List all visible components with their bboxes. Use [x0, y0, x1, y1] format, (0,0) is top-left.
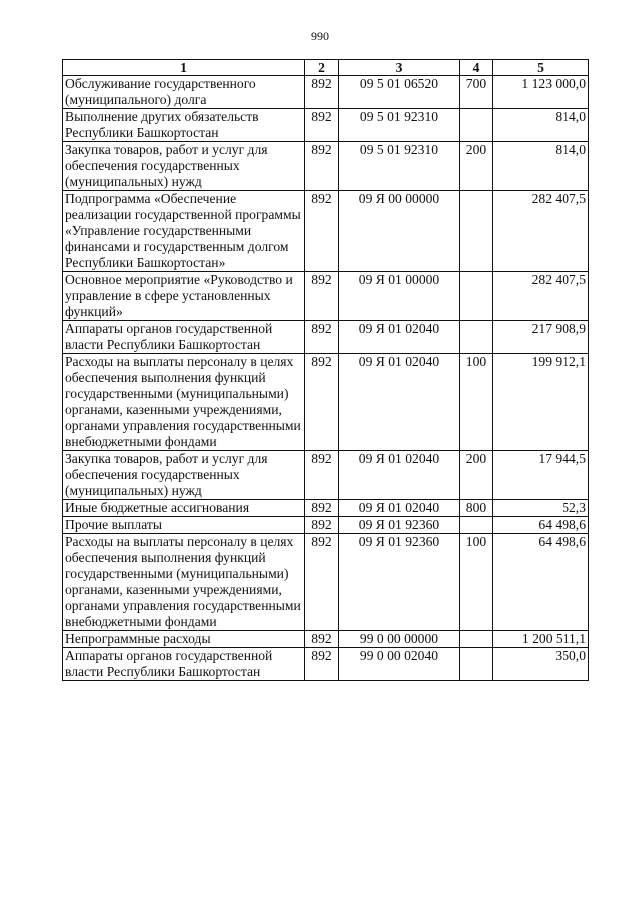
row-expense-type — [460, 517, 493, 534]
row-ministry-code: 892 — [305, 648, 339, 681]
row-target-article: 09 Я 01 02040 — [339, 451, 460, 500]
table-row — [63, 631, 589, 648]
row-target-article: 99 0 00 00000 — [339, 631, 460, 648]
page-number: 990 — [311, 29, 329, 43]
table-row — [63, 648, 589, 681]
row-name: Непрограммные расходы — [63, 631, 305, 648]
row-name: Подпрограмма «Обеспечение реализации государственной программы «Управление государственными финансами и государственным долгом Республики Башкортостан» — [63, 191, 305, 272]
row-ministry-code: 892 — [305, 272, 339, 321]
row-amount: 64 498,6 — [493, 534, 589, 631]
row-expense-type: 800 — [460, 500, 493, 517]
row-name: Аппараты органов государственной власти Республики Башкортостан — [63, 321, 305, 354]
row-amount: 17 944,5 — [493, 451, 589, 500]
row-name: Прочие выплаты — [63, 517, 305, 534]
row-name: Расходы на выплаты персоналу в целях обеспечения выполнения функций государственными (муниципальными) органами, казенными учреждениями, органами управления государственными внебюджетными фондами — [63, 534, 305, 631]
row-name: Аппараты органов государственной власти Республики Башкортостан — [63, 648, 305, 681]
row-name: Обслуживание государственного (муниципального) долга — [63, 76, 305, 109]
row-amount: 814,0 — [493, 142, 589, 191]
column-header-4: 4 — [460, 60, 493, 76]
row-expense-type: 200 — [460, 451, 493, 500]
row-amount: 199 912,1 — [493, 354, 589, 451]
row-amount: 282 407,5 — [493, 191, 589, 272]
row-ministry-code: 892 — [305, 354, 339, 451]
row-amount: 64 498,6 — [493, 517, 589, 534]
row-expense-type — [460, 648, 493, 681]
row-amount: 1 123 000,0 — [493, 76, 589, 109]
row-expense-type: 100 — [460, 354, 493, 451]
row-ministry-code: 892 — [305, 191, 339, 272]
table-row — [63, 272, 589, 321]
row-target-article: 09 Я 01 02040 — [339, 354, 460, 451]
column-header-5: 5 — [493, 60, 589, 76]
row-name: Основное мероприятие «Руководство и управление в сфере установленных функций» — [63, 272, 305, 321]
table-row — [63, 451, 589, 500]
table-row — [63, 517, 589, 534]
row-target-article: 09 Я 01 92360 — [339, 534, 460, 631]
row-expense-type: 700 — [460, 76, 493, 109]
table-row — [63, 191, 589, 272]
row-expense-type — [460, 631, 493, 648]
row-target-article: 09 Я 00 00000 — [339, 191, 460, 272]
row-ministry-code: 892 — [305, 451, 339, 500]
row-amount: 1 200 511,1 — [493, 631, 589, 648]
table-header-row — [63, 60, 589, 76]
table-row — [63, 500, 589, 517]
row-target-article: 09 5 01 06520 — [339, 76, 460, 109]
row-expense-type — [460, 321, 493, 354]
row-ministry-code: 892 — [305, 517, 339, 534]
row-name: Расходы на выплаты персоналу в целях обеспечения выполнения функций государственными (муниципальными) органами, казенными учреждениями, органами управления государственными внебюджетными фондами — [63, 354, 305, 451]
table-row — [63, 76, 589, 109]
column-header-2: 2 — [305, 60, 339, 76]
row-amount: 52,3 — [493, 500, 589, 517]
row-target-article: 09 Я 01 92360 — [339, 517, 460, 534]
table-row — [63, 109, 589, 142]
row-ministry-code: 892 — [305, 500, 339, 517]
table-row — [63, 354, 589, 451]
row-target-article: 99 0 00 02040 — [339, 648, 460, 681]
row-amount: 282 407,5 — [493, 272, 589, 321]
row-ministry-code: 892 — [305, 142, 339, 191]
row-target-article: 09 5 01 92310 — [339, 142, 460, 191]
row-ministry-code: 892 — [305, 631, 339, 648]
row-target-article: 09 Я 01 00000 — [339, 272, 460, 321]
table-row — [63, 321, 589, 354]
row-ministry-code: 892 — [305, 109, 339, 142]
row-name: Закупка товаров, работ и услуг для обеспечения государственных (муниципальных) нужд — [63, 142, 305, 191]
row-ministry-code: 892 — [305, 76, 339, 109]
row-ministry-code: 892 — [305, 534, 339, 631]
row-expense-type: 100 — [460, 534, 493, 631]
table-row — [63, 142, 589, 191]
budget-table — [62, 59, 589, 681]
row-amount: 217 908,9 — [493, 321, 589, 354]
row-target-article: 09 Я 01 02040 — [339, 500, 460, 517]
row-expense-type: 200 — [460, 142, 493, 191]
row-ministry-code: 892 — [305, 321, 339, 354]
row-expense-type — [460, 191, 493, 272]
row-target-article: 09 5 01 92310 — [339, 109, 460, 142]
row-name: Закупка товаров, работ и услуг для обеспечения государственных (муниципальных) нужд — [63, 451, 305, 500]
row-name: Выполнение других обязательств Республики Башкортостан — [63, 109, 305, 142]
row-target-article: 09 Я 01 02040 — [339, 321, 460, 354]
row-amount: 350,0 — [493, 648, 589, 681]
row-expense-type — [460, 109, 493, 142]
column-header-1: 1 — [63, 60, 305, 76]
table-row — [63, 534, 589, 631]
row-amount: 814,0 — [493, 109, 589, 142]
column-header-3: 3 — [339, 60, 460, 76]
row-name: Иные бюджетные ассигнования — [63, 500, 305, 517]
row-expense-type — [460, 272, 493, 321]
